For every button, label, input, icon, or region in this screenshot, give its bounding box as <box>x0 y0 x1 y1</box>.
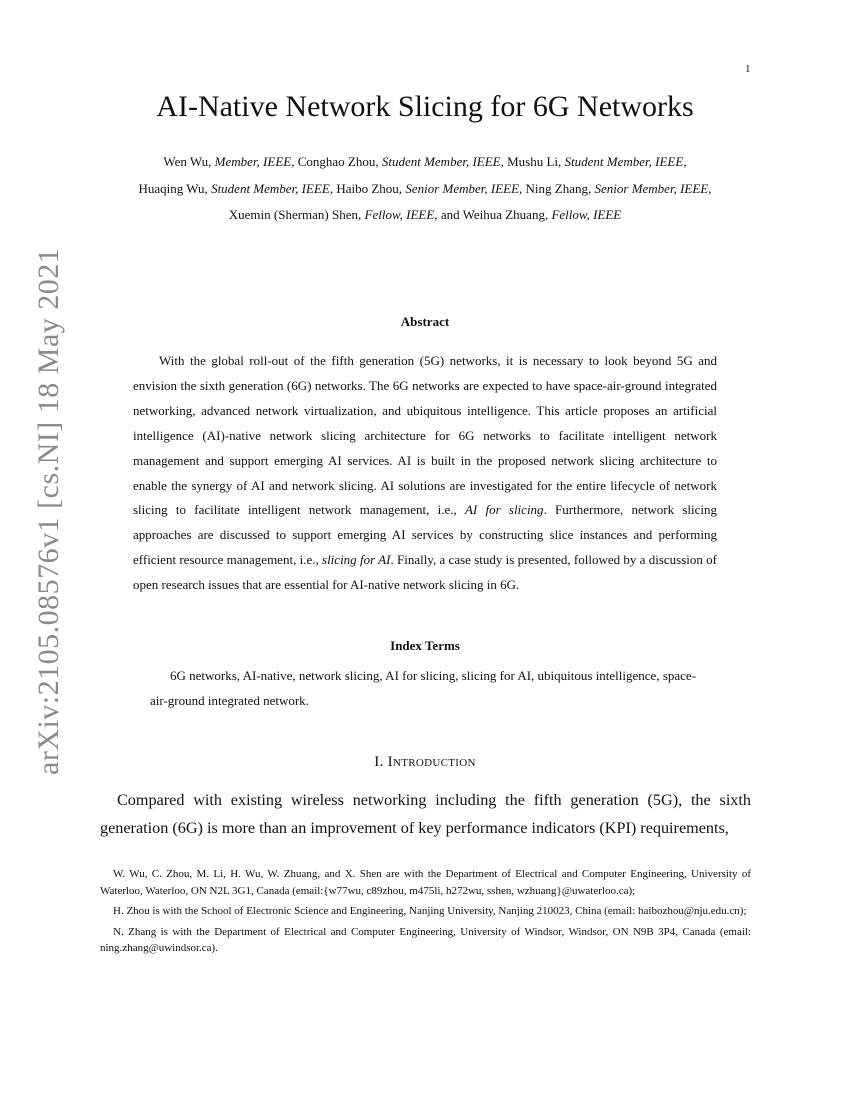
abstract-heading: Abstract <box>400 314 450 329</box>
abstract-emphasis: slicing for AI <box>322 552 391 568</box>
author-affiliation: Fellow, IEEE <box>551 207 622 222</box>
index-terms-heading: Index Terms <box>390 638 460 653</box>
abstract-emphasis: AI for slicing <box>464 502 544 518</box>
index-terms-text: 6G networks, AI-native, network slicing, AI for slicing, slicing for AI, ubiquitous intelligence, space-air-ground integrated network. <box>150 668 697 708</box>
abstract-text-part: . Furthermore, network slicing approaches are discussed to support emerging AI services by constructing slice instances and performing efficient resource management, i.e., <box>133 502 718 568</box>
author-name: Conghao Zhou, <box>294 154 382 169</box>
footnote: N. Zhang is with the Department of Electrical and Computer Engineering, University of Windsor, Windsor, ON N9B 3P4, Canada (email: ning.zhang@uwindsor.ca). <box>100 925 751 954</box>
author-affiliation: Student Member, IEEE, <box>564 154 687 169</box>
author-affiliation: Student Member, IEEE, <box>381 154 504 169</box>
abstract-text <box>133 349 717 598</box>
author-name: Haibo Zhou, <box>333 180 406 196</box>
arxiv-identifier-stamp: arXiv:2105.08576v1 [cs.NI] 18 May 2021 <box>32 247 65 775</box>
author-name: Xuemin (Sherman) Shen, <box>228 207 365 222</box>
author-list <box>95 149 755 229</box>
author-name: and Weihua Zhuang, <box>437 207 552 222</box>
author-name: Ning Zhang, <box>522 180 595 196</box>
author-name: Wen Wu, <box>163 154 215 169</box>
footnote: H. Zhou is with the School of Electronic Science and Engineering, Nanjing University, Nanjing 210023, China (email: haibozhou@nju.edu.cn); <box>113 905 747 917</box>
abstract-text-part: With the global roll-out of the fifth generation (5G) networks, it is necessary to look beyond 5G and envision the sixth generation (6G) networks. The 6G networks are expected to have space-air-ground integrated networking, advanced network virtualization, and ubiquitous intelligence. This article proposes an artificial intelligence (AI)-native network slicing architecture for 6G networks to facilitate intelligent network management and support emerging AI services. AI is built in the proposed network slicing architecture to enable the synergy of AI and network slicing. AI solutions are investigated for the entire lifecycle of network slicing to facilitate intelligent network management, i.e., <box>133 353 717 518</box>
introduction-paragraph: Compared with existing wireless networking including the fifth generation (5G), the sixth generation (6G) is more than an improvement of key performance indicators (KPI) requirements, <box>100 791 751 837</box>
page-number: 1 <box>745 63 751 75</box>
footnote: W. Wu, C. Zhou, M. Li, H. Wu, W. Zhuang, and X. Shen are with the Department of Electrical and Computer Engineering, University of Waterloo, Waterloo, ON N2L 3G1, Canada (email:{w77wu, c89zhou, m475li, h272wu, sshen, wzhuang}@uwaterloo.ca); <box>100 868 751 897</box>
footnotes <box>100 866 751 961</box>
author-line-2 <box>95 176 755 203</box>
author-name: Huaqing Wu, <box>138 180 212 196</box>
author-affiliation: Senior Member, IEEE, <box>405 180 523 196</box>
author-affiliation: Fellow, IEEE, <box>364 207 438 222</box>
author-line-1 <box>95 149 755 176</box>
abstract-text-part: . Finally, a case study is presented, followed by a discussion of open research issues that are essential for AI-native network slicing in 6G. <box>133 552 718 593</box>
author-name: Mushu Li, <box>503 154 565 169</box>
paper-title: AI-Native Network Slicing for 6G Networks <box>156 90 694 123</box>
author-affiliation: Student Member, IEEE, <box>211 180 334 196</box>
author-affiliation: Senior Member, IEEE, <box>594 180 712 196</box>
section-heading-introduction: I. Introduction <box>374 754 476 770</box>
author-line-3 <box>95 202 755 229</box>
author-affiliation: Member, IEEE, <box>214 154 295 169</box>
